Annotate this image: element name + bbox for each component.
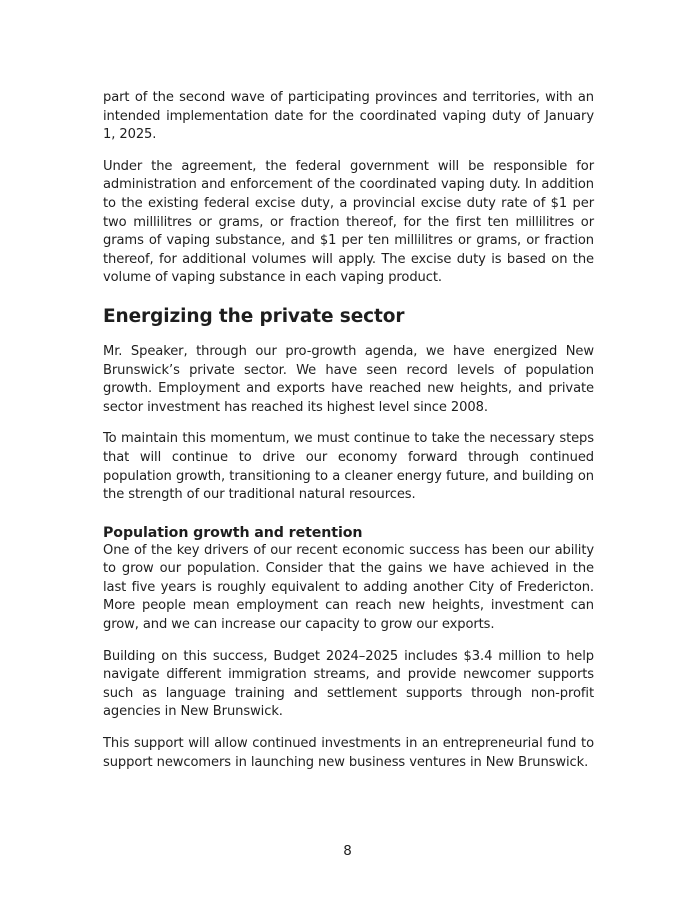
paragraph: part of the second wave of participating provinces and territories, with an intended implementation date for the coordinated vaping duty of January 1, 2025.: [103, 90, 594, 143]
paragraph: Mr. Speaker, through our pro-growth agenda, we have energized New Brunswick’s private sector. We have seen record levels of population growth. Employment and exports have reached new heights, and private sector investment has reached its highest level since 2008.: [103, 343, 594, 415]
paragraph: To maintain this momentum, we must continue to take the necessary steps that will continue to drive our economy forward through continued population growth, transitioning to a cleaner energy future, and building on the strength of our traditional natural resources.: [103, 431, 594, 503]
paragraph: Under the agreement, the federal government will be responsible for administration and enforcement of the coordinated vaping duty. In addition to the existing federal excise duty, a provincial excise duty rate of $1 per two millilitres or grams, or fraction thereof, for the first ten millilitres or grams of vaping substance, and $1 per ten millilitres or grams, or fraction thereof, for additional volumes will apply. The excise duty is based on the volume of vaping substance in each vaping product.: [103, 158, 594, 286]
paragraph: This support will allow continued investments in an entrepreneurial fund to support newcomers in launching new business ventures in New Brunswick.: [103, 736, 594, 770]
section-heading: Energizing the private sector: [103, 305, 405, 327]
paragraph: One of the key drivers of our recent economic success has been our ability to grow our population. Consider that the gains we have achieved in the last five years is roughly equivalent to adding another City of Fredericton. More people mean employment can reach new heights, investment can grow, and we can increase our capacity to grow our exports.: [103, 542, 594, 633]
page-number: 8: [343, 843, 352, 859]
subsection-heading: Population growth and retention: [103, 524, 363, 541]
document-page: [103, 89, 594, 772]
paragraph: Building on this success, Budget 2024–2025 includes $3.4 million to help navigate different immigration streams, and provide newcomer supports such as language training and settlement supports through non-profit agencies in New Brunswick.: [103, 648, 594, 720]
